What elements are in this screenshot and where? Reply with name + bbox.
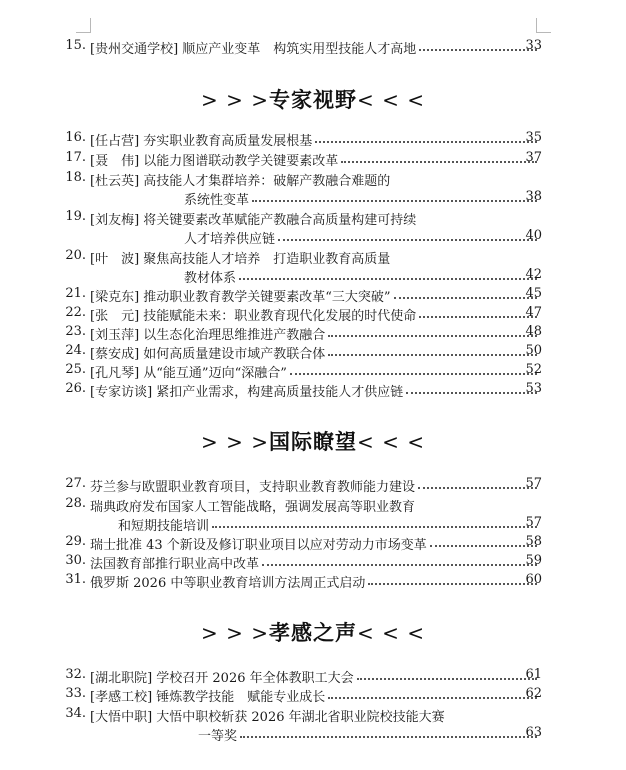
- toc-entry[interactable]: [0, 476, 626, 495]
- toc-entry[interactable]: [0, 706, 626, 725]
- entry-title: 瑞典政府发布国家人工智能战略，强调发展高等职业教育: [90, 500, 416, 515]
- entry-title: 芬兰参与欧盟职业教育项目，支持职业教育教师能力建设: [90, 480, 416, 495]
- entry-page: 40: [525, 228, 542, 243]
- entry-number: 18.: [65, 170, 86, 185]
- toc-entry[interactable]: [0, 686, 626, 705]
- dot-leader: [430, 544, 537, 547]
- entry-title: [任占营] 夯实职业教育高质量发展根基: [90, 134, 313, 149]
- entry-title: [孝感工校] 锤炼教学技能 赋能专业成长: [90, 690, 326, 705]
- entry-title: [蔡安成] 如何高质量建设市域产教联合体: [90, 347, 326, 362]
- dot-leader: [419, 48, 537, 51]
- entry-page: 38: [525, 189, 542, 204]
- entry-number: 28.: [65, 496, 86, 511]
- entry-title: [梁克东] 推动职业教育教学关键要素改革“三大突破”: [90, 290, 391, 305]
- entry-page: 50: [525, 343, 542, 358]
- toc-entry[interactable]: [0, 496, 626, 515]
- entry-page: 61: [525, 667, 542, 682]
- entry-title: [聂 伟] 以能力图谱联动教学关键要素改革: [90, 154, 339, 169]
- entry-page: 58: [525, 534, 542, 549]
- entry-title: 俄罗斯 2026 中等职业教育培训方法周正式启动: [90, 576, 366, 591]
- entry-page: 59: [525, 553, 542, 568]
- entry-title: [刘友梅] 将关键要素改革赋能产教融合高质量构建可持续: [90, 213, 417, 228]
- entry-page: 45: [525, 286, 542, 301]
- section-heading-international: [0, 426, 626, 456]
- entry-number: 27.: [65, 476, 86, 491]
- entry-page: 35: [525, 130, 542, 145]
- section-arrows-right: < < <: [357, 430, 425, 454]
- toc-entry-continuation[interactable]: [0, 515, 626, 534]
- dot-leader: [394, 296, 537, 299]
- toc-entry-continuation[interactable]: [0, 267, 626, 286]
- entry-title: [大悟中职] 大悟中职校斩获 2026 年湖北省职业院校技能大赛: [90, 710, 445, 725]
- entry-number: 22.: [65, 305, 86, 320]
- toc-entry-continuation[interactable]: [0, 189, 626, 208]
- section-arrows-right: < < <: [357, 88, 425, 112]
- entry-page: 62: [525, 686, 542, 701]
- dot-leader: [239, 277, 537, 280]
- toc-entry[interactable]: [0, 667, 626, 686]
- dot-leader: [341, 160, 537, 163]
- entry-page: 52: [525, 362, 542, 377]
- section-heading-xiaogan-voice: [0, 617, 626, 647]
- entry-page: 63: [525, 725, 542, 740]
- entry-page: 47: [525, 305, 542, 320]
- entry-title-continued: 教材体系: [184, 271, 237, 286]
- entry-number: 25.: [65, 362, 86, 377]
- entry-title: [湖北职院] 学校召开 2026 年全体教职工大会: [90, 671, 354, 686]
- entry-page: 33: [525, 38, 542, 53]
- entry-title-continued: 一等奖: [198, 729, 238, 744]
- entry-title: [叶 波] 聚焦高技能人才培养 打造职业教育高质量: [90, 252, 391, 267]
- entry-title-continued: 系统性变革: [184, 193, 250, 208]
- dot-leader: [278, 238, 537, 241]
- dot-leader: [212, 525, 537, 528]
- section-heading-expert-view: [0, 84, 626, 114]
- toc-entry-continuation[interactable]: [0, 725, 626, 744]
- section-title: 专家视野: [269, 88, 357, 112]
- entry-title: [刘玉萍] 以生态化治理思维推进产教融合: [90, 328, 326, 343]
- dot-leader: [262, 563, 537, 566]
- entry-number: 21.: [65, 286, 86, 301]
- toc-entry[interactable]: [0, 381, 626, 400]
- entry-title: [专家访谈] 紧扣产业需求，构建高质量技能人才供应链: [90, 385, 404, 400]
- entry-number: 17.: [65, 150, 86, 165]
- entry-title: [贵州交通学校] 顺应产业变革 构筑实用型技能人才高地: [90, 42, 417, 57]
- entry-number: 15.: [65, 38, 86, 53]
- entry-number: 19.: [65, 209, 86, 224]
- entry-number: 26.: [65, 381, 86, 396]
- dot-leader: [406, 391, 537, 394]
- toc-entry-continuation[interactable]: [0, 228, 626, 247]
- dot-leader: [328, 334, 537, 337]
- section-title: 孝感之声: [269, 621, 357, 645]
- entry-title: 瑞士批准 43 个新设及修订职业项目以应对劳动力市场变革: [90, 538, 427, 553]
- page-corner-mark-left: [76, 18, 91, 33]
- dot-leader: [290, 372, 537, 375]
- toc-entry[interactable]: [0, 343, 626, 362]
- entry-page: 48: [525, 324, 542, 339]
- entry-number: 32.: [65, 667, 86, 682]
- entry-title-continued: 人才培养供应链: [184, 232, 276, 247]
- dot-leader: [368, 582, 537, 585]
- entry-number: 29.: [65, 534, 86, 549]
- entry-title: [孔凡琴] 从“能互通”迈向“深融合”: [90, 366, 287, 381]
- page-corner-mark-right: [536, 18, 551, 33]
- entry-number: 24.: [65, 343, 86, 358]
- entry-title: [张 元] 技能赋能未来：职业教育现代化发展的时代使命: [90, 309, 417, 324]
- entry-number: 20.: [65, 248, 86, 263]
- section-arrows-left: > > >: [201, 621, 269, 645]
- toc-entry[interactable]: [0, 286, 626, 305]
- toc-entry[interactable]: [0, 572, 626, 591]
- entry-title-continued: 和短期技能培训: [118, 519, 210, 534]
- entry-title: 法国教育部推行职业高中改革: [90, 557, 260, 572]
- section-arrows-left: > > >: [201, 430, 269, 454]
- entry-title: [杜云英] 高技能人才集群培养：破解产教融合难题的: [90, 174, 391, 189]
- section-arrows-left: > > >: [201, 88, 269, 112]
- toc-entry[interactable]: [0, 362, 626, 381]
- dot-leader: [328, 353, 537, 356]
- toc-entry[interactable]: [0, 324, 626, 343]
- dot-leader: [418, 486, 537, 489]
- toc-entry[interactable]: [0, 305, 626, 324]
- entry-page: 53: [525, 381, 542, 396]
- entry-number: 16.: [65, 130, 86, 145]
- entry-page: 57: [525, 476, 542, 491]
- entry-page: 42: [525, 267, 542, 282]
- dot-leader: [328, 696, 537, 699]
- entry-page: 57: [525, 515, 542, 530]
- entry-number: 31.: [65, 572, 86, 587]
- toc-entry[interactable]: [0, 38, 626, 57]
- dot-leader: [357, 677, 537, 680]
- dot-leader: [252, 199, 537, 202]
- entry-number: 30.: [65, 553, 86, 568]
- toc-entry[interactable]: [0, 130, 626, 149]
- entry-number: 23.: [65, 324, 86, 339]
- section-title: 国际瞭望: [269, 430, 357, 454]
- entry-number: 33.: [65, 686, 86, 701]
- dot-leader: [315, 140, 537, 143]
- toc-entry[interactable]: [0, 150, 626, 169]
- section-arrows-right: < < <: [357, 621, 425, 645]
- entry-page: 37: [525, 150, 542, 165]
- toc-entry[interactable]: [0, 170, 626, 189]
- entry-number: 34.: [65, 706, 86, 721]
- toc-entry[interactable]: [0, 209, 626, 228]
- dot-leader: [419, 315, 537, 318]
- dot-leader: [240, 735, 537, 738]
- toc-entry[interactable]: [0, 534, 626, 553]
- entry-page: 60: [525, 572, 542, 587]
- toc-entry[interactable]: [0, 248, 626, 267]
- toc-entry[interactable]: [0, 553, 626, 572]
